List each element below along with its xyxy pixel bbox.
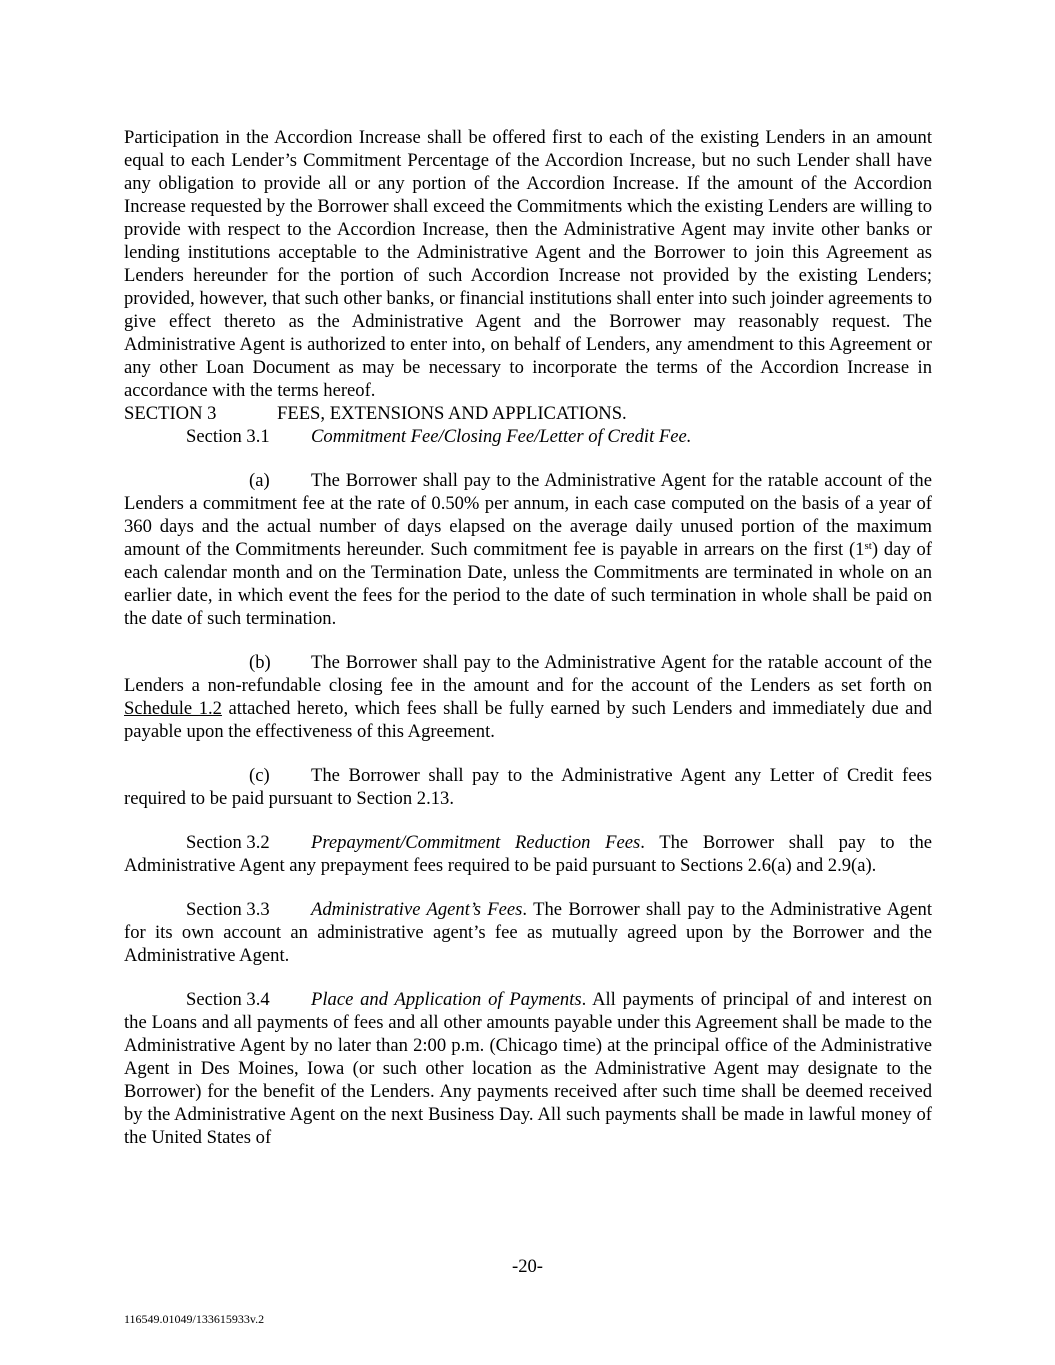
section-3-1-b-text-1: The Borrower shall pay to the Administrative Agent for the ratable account of the Lenders a non-refundable closing fee in the amount and for the account of the Lenders as set forth on <box>124 652 932 696</box>
section-3-2-title: Prepayment/Commitment Reduction Fees <box>311 832 641 853</box>
section-3-1-a-label: (a) <box>249 470 270 491</box>
section-3-3 <box>124 898 932 967</box>
ordinal-superscript: st <box>864 540 872 552</box>
section-3-1-c-text: The Borrower shall pay to the Administrative Agent any Letter of Credit fees required to be paid pursuant to Section 2.13. <box>124 765 932 809</box>
section-3-4-text: . All payments of principal of and interest on the Loans and all payments of fees and all other amounts payable under this Agreement shall be made to the Administrative Agent by no later than 2:00 p.m. (Chicago time) at the principal office of the Administrative Agent in Des Moines, Iowa (or such other location as the Administrative Agent may designate to the Borrower) for the benefit of the Lenders. Any payments received after such time shall be deemed received by the Administrative Agent on the next Business Day. All such payments shall be made in lawful money of the United States of <box>124 989 933 1148</box>
section-3-1-heading <box>124 425 932 448</box>
section-3-3-text: . The Borrower shall pay to the Administrative Agent for its own account an administrative agent’s fee as mutually agreed upon by the Borrower and the Administrative Agent. <box>124 899 933 966</box>
accordion-paragraph: Participation in the Accordion Increase shall be offered first to each of the existing Lenders in an amount equal to each Lender’s Commitment Percentage of the Accordion Increase, but no such Lender shall have any obligation to provide all or any portion of the Accordion Increase. If the amount of the Accordion Increase requested by the Borrower shall exceed the Commitments which the existing Lenders are willing to provide with respect to the Accordion Increase, then the Administrative Agent may invite other banks or lending institutions acceptable to the Administrative Agent and the Borrower to join this Agreement as Lenders hereunder for the portion of such Accordion Increase not provided by the existing Lenders; provided, however, that such other banks, or financial institutions shall enter into such joinder agreements to give effect thereto as the Administrative Agent and the Borrower may reasonably request. The Administrative Agent is authorized to enter into, on behalf of Lenders, any amendment to this Agreement or any other Loan Document as may be necessary to incorporate the terms of the Accordion Increase in accordance with the terms hereof. <box>124 127 932 401</box>
section-3-1-b <box>124 651 932 743</box>
section-3-2-number: Section 3.2 <box>186 832 270 853</box>
document-id: 116549.01049/133615933v.2 <box>124 1312 265 1326</box>
section-3-2-text: . The Borrower shall pay to the Administrative Agent any prepayment fees required to be paid pursuant to Sections 2.6(a) and 2.9(a). <box>124 832 932 876</box>
section-3-title: FEES, EXTENSIONS AND APPLICATIONS. <box>277 403 627 424</box>
section-3-2 <box>124 831 932 877</box>
section-3-1-title: Commitment Fee/Closing Fee/Letter of Credit Fee. <box>311 426 692 447</box>
document-page <box>124 126 932 1149</box>
section-3-4 <box>124 988 932 1149</box>
section-3-1-c-label: (c) <box>249 765 270 786</box>
section-3-1-number: Section 3.1 <box>186 426 270 447</box>
section-3-1-a-text-2: ) day of each calendar month and on the Termination Date, unless the Commitments are terminated in whole on an earlier date, in which event the fees for the period to the date of such termination in whole shall be paid on the date of such termination. <box>124 539 932 629</box>
section-3-1-c <box>124 764 932 810</box>
section-3-4-title: Place and Application of Payments <box>311 989 582 1010</box>
section-3-1-b-label: (b) <box>249 652 271 673</box>
section-3-heading <box>124 402 932 425</box>
section-3-1-b-text-2: attached hereto, which fees shall be fully earned by such Lenders and immediately due and payable upon the effectiveness of this Agreement. <box>124 698 933 742</box>
section-3-number: SECTION 3 <box>124 403 217 424</box>
section-3-4-number: Section 3.4 <box>186 989 270 1010</box>
section-3-3-title: Administrative Agent’s Fees <box>311 899 523 920</box>
section-3-1-a <box>124 469 932 630</box>
page-number: -20- <box>512 1256 543 1277</box>
section-3-3-number: Section 3.3 <box>186 899 270 920</box>
section-3-1-a-text-1: The Borrower shall pay to the Administrative Agent for the ratable account of the Lenders a commitment fee at the rate of 0.50% per annum, in each case computed on the basis of a year of 360 days and the actual number of days elapsed on the average daily unused portion of the maximum amount of the Commitments hereunder. Such commitment fee is payable in arrears on the first (1 <box>124 470 932 560</box>
schedule-reference: Schedule 1.2 <box>124 698 222 719</box>
